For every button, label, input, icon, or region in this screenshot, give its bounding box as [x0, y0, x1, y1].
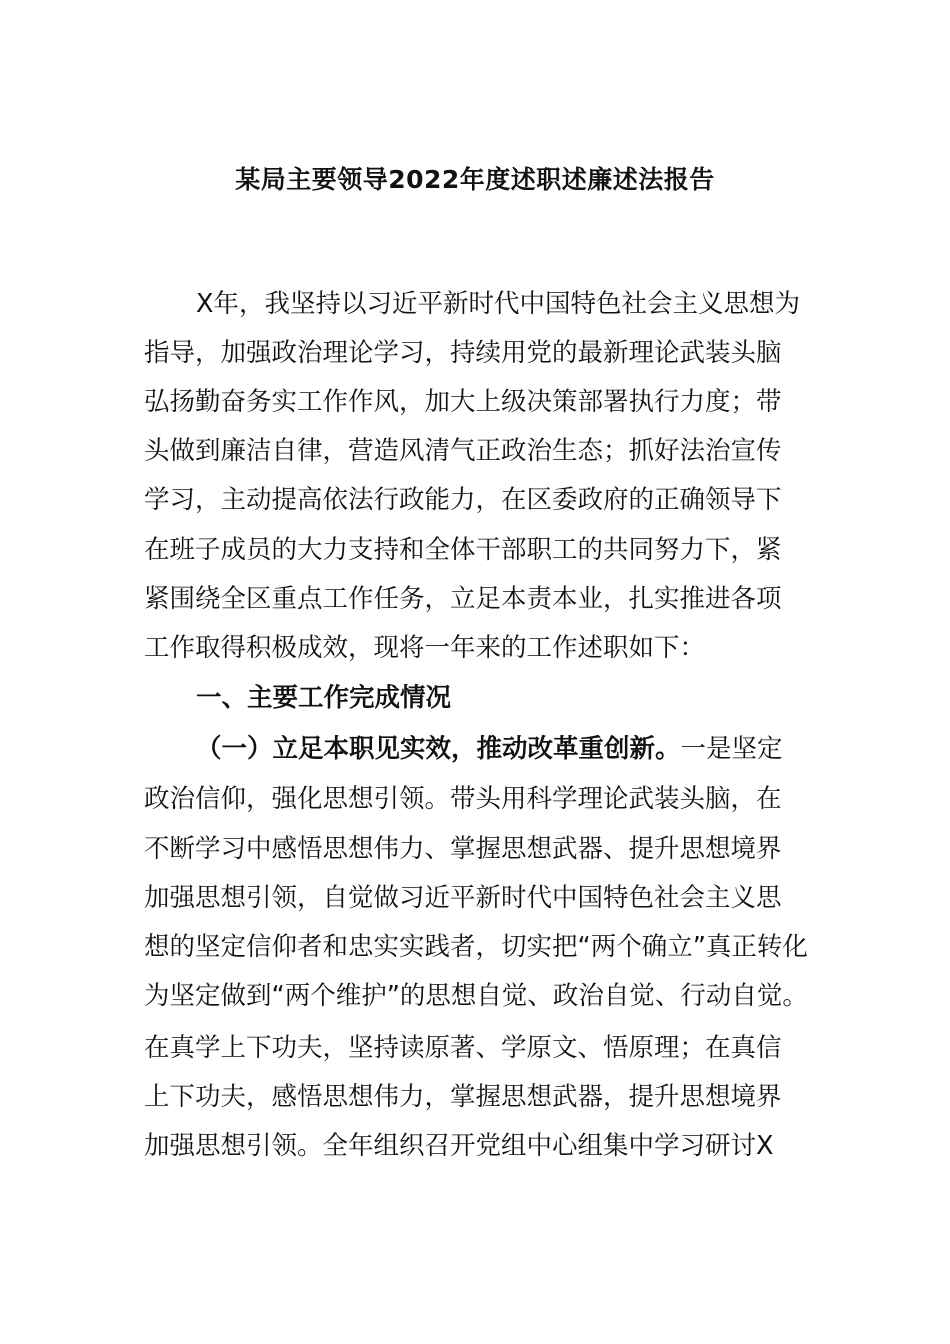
paragraph-line: 想的坚定信仰者和忠实实践者，切实把“两个确立”真正转化 — [144, 932, 808, 962]
paragraph-line: 紧围绕全区重点工作任务，立足本责本业，扎实推进各项 — [144, 584, 782, 614]
paragraph-line: X年，我坚持以习近平新时代中国特色社会主义思想为 — [196, 289, 800, 319]
paragraph-line: 指导，加强政治理论学习，持续用党的最新理论武装头脑 — [144, 338, 782, 368]
paragraph-line: 弘扬勤奋务实工作作风，加大上级决策部署执行力度；带 — [144, 387, 782, 417]
subsection-text: 一是坚定 — [680, 734, 783, 764]
subsection-line — [196, 731, 783, 767]
paragraph-line: 政治信仰，强化思想引领。带头用科学理论武装头脑，在 — [144, 784, 782, 814]
paragraph-line: 不断学习中感悟思想伟力、掌握思想武器、提升思想境界 — [144, 834, 782, 864]
paragraph-line: 为坚定做到“两个维护”的思想自觉、政治自觉、行动自觉。 — [144, 981, 808, 1011]
paragraph-line: 上下功夫，感悟思想伟力，掌握思想武器，提升思想境界 — [144, 1082, 782, 1112]
document-title: 某局主要领导2022年度述职述廉述法报告 — [235, 165, 715, 194]
paragraph-line: 头做到廉洁自律，营造风清气正政治生态；抓好法治宣传 — [144, 436, 782, 466]
subsection-heading: （一）立足本职见实效，推动改革重创新。 — [196, 734, 681, 764]
section-heading: 一、主要工作完成情况 — [196, 683, 452, 713]
paragraph-line: 学习，主动提高依法行政能力，在区委政府的正确领导下 — [144, 485, 782, 515]
paragraph-line: 加强思想引领。全年组织召开党组中心组集中学习研讨X — [144, 1131, 774, 1161]
paragraph-line: 在真学上下功夫，坚持读原著、学原文、悟原理；在真信 — [144, 1033, 782, 1063]
paragraph-line: 加强思想引领，自觉做习近平新时代中国特色社会主义思 — [144, 883, 782, 913]
paragraph-line: 工作取得积极成效，现将一年来的工作述职如下： — [144, 633, 706, 663]
paragraph-line: 在班子成员的大力支持和全体干部职工的共同努力下，紧 — [144, 535, 782, 565]
